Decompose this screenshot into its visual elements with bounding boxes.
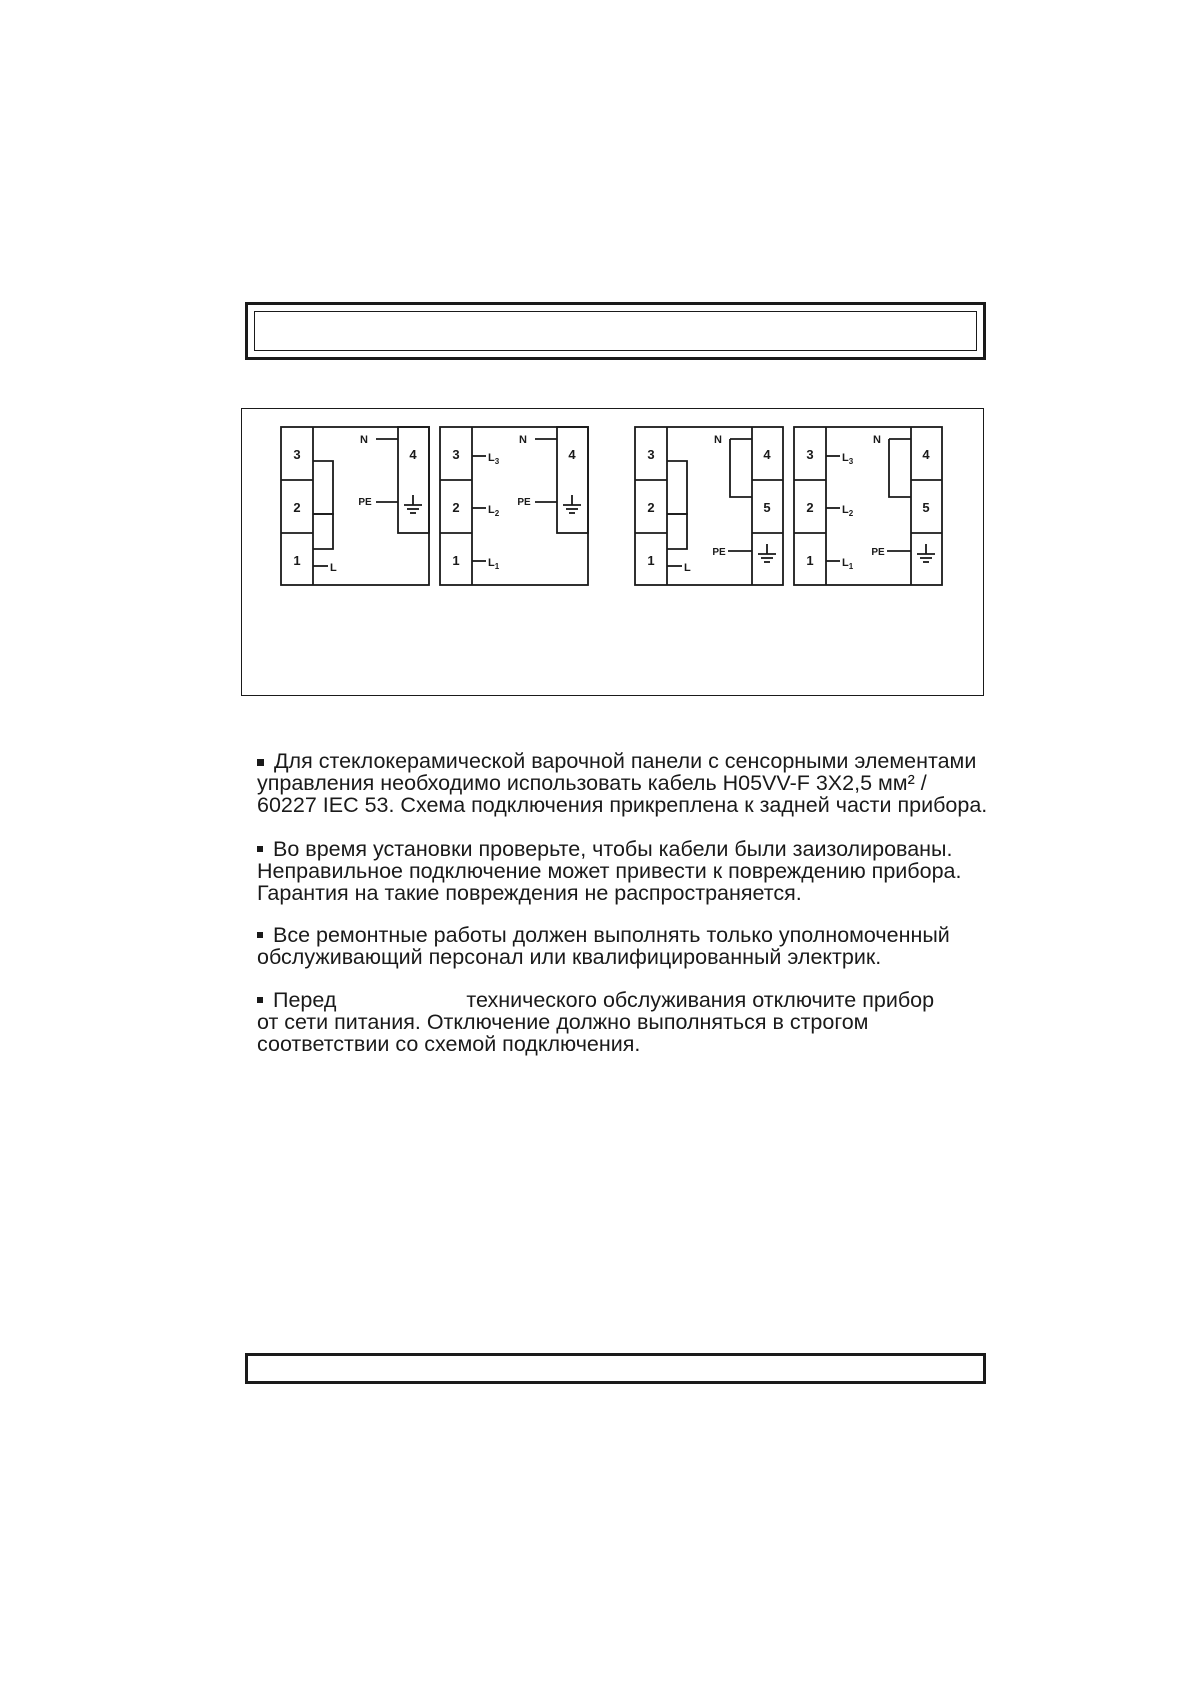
bullet-icon — [257, 932, 263, 938]
paragraph-line: технического обслуживания отключите прибор — [466, 988, 935, 1012]
paragraph-line: Неправильное подключение может привести к повреждению прибора. — [257, 859, 962, 883]
header-inner-frame — [254, 311, 977, 351]
wiring-diagrams-svg — [242, 409, 985, 697]
terminal-2-label: 2 — [806, 500, 814, 515]
terminal-4-label: 4 — [568, 447, 576, 462]
ground-symbol-icon — [758, 544, 776, 562]
ground-symbol-icon — [404, 495, 422, 513]
line-l2-label: $L_2$ — [842, 504, 854, 518]
pe-label: PE — [517, 497, 531, 508]
paragraph-line: соответствии со схемой подключения. — [257, 1032, 641, 1056]
wiring-diagram-1 — [281, 427, 429, 585]
terminal-2-label: 2 — [452, 500, 460, 515]
terminal-1-label: 1 — [293, 553, 301, 568]
pe-label: PE — [712, 547, 726, 558]
paragraph-line: обслуживающий персонал или квалифицированный электрик. — [257, 945, 882, 969]
wiring-diagrams-panel — [241, 408, 984, 696]
ground-symbol-icon — [563, 495, 581, 513]
wiring-diagram-3 — [635, 427, 783, 585]
pe-label: PE — [358, 497, 372, 508]
neutral-label: N — [873, 434, 881, 446]
wiring-diagram-2 — [440, 427, 588, 585]
line-l2-label: $L_2$ — [488, 504, 500, 518]
paragraph-line: Перед — [273, 988, 337, 1012]
bullet-icon — [257, 846, 263, 852]
terminal-2-label: 2 — [293, 500, 301, 515]
line-l3-label: $L_3$ — [488, 452, 500, 466]
line-l1-label: $L_1$ — [842, 557, 854, 571]
paragraph-disconnect-power — [257, 989, 992, 1055]
terminal-5-label: 5 — [763, 500, 771, 515]
terminal-3-label: 3 — [647, 447, 655, 462]
terminal-3-label: 3 — [293, 447, 301, 462]
paragraph-line: 60227 IEC 53. Схема подключения прикреплена к задней части прибора. — [257, 793, 988, 817]
paragraph-cable-spec — [257, 750, 992, 816]
terminal-3-label: 3 — [806, 447, 814, 462]
terminal-1-label: 1 — [806, 553, 814, 568]
terminal-1-label: 1 — [647, 553, 655, 568]
terminal-4-label: 4 — [763, 447, 771, 462]
paragraph-insulation-warning — [257, 838, 992, 904]
terminal-4-label: 4 — [409, 447, 417, 462]
terminal-2-label: 2 — [647, 500, 655, 515]
wiring-diagram-4 — [794, 427, 942, 585]
bullet-icon — [257, 997, 263, 1003]
terminal-5-label: 5 — [922, 500, 930, 515]
neutral-label: N — [519, 434, 527, 446]
line-l3-label: $L_3$ — [842, 452, 854, 466]
paragraph-line: от сети питания. Отключение должно выполняться в строгом — [257, 1010, 869, 1034]
line-l1-label: $L_1$ — [488, 557, 500, 571]
neutral-label: N — [714, 434, 722, 446]
bullet-icon — [257, 759, 264, 766]
line-l-label: L — [684, 562, 691, 574]
neutral-label: N — [360, 434, 368, 446]
header-title-box — [245, 302, 986, 360]
terminal-1-label: 1 — [452, 553, 460, 568]
pe-label: PE — [871, 547, 885, 558]
terminal-3-label: 3 — [452, 447, 460, 462]
paragraph-line: Гарантия на такие повреждения не распространяется. — [257, 881, 802, 905]
paragraph-line: Все ремонтные работы должен выполнять только уполномоченный — [273, 923, 950, 947]
paragraph-line: Для стеклокерамической варочной панели с сенсорными элементами — [274, 749, 977, 773]
footer-box — [245, 1353, 986, 1384]
paragraph-repair-personnel — [257, 924, 992, 968]
line-l-label: L — [330, 562, 337, 574]
ground-symbol-icon — [917, 544, 935, 562]
terminal-4-label: 4 — [922, 447, 930, 462]
paragraph-line: Во время установки проверьте, чтобы кабели были заизолированы. — [273, 837, 953, 861]
paragraph-line: управления необходимо использовать кабель H05VV-F 3X2,5 мм² / — [257, 771, 927, 795]
